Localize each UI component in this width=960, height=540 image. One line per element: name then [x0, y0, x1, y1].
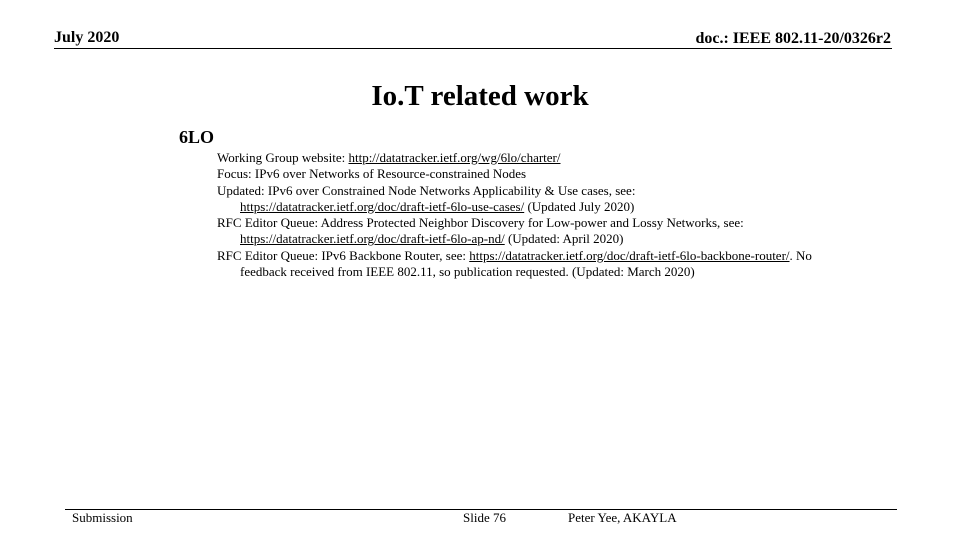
section-heading: 6LO: [179, 127, 215, 147]
bullet-text: RFC Editor Queue: IPv6 Backbone Router, see:: [217, 247, 470, 263]
bullet-text: Focus: IPv6 over Networks of Resource-constrained Nodes: [217, 166, 527, 182]
bullet-text-after: (Updated: April 2020): [504, 231, 624, 247]
bullet-item: [217, 183, 817, 216]
bullet-link[interactable]: https://datatracker.ietf.org/doc/draft-ietf-6lo-ap-nd/: [240, 231, 505, 247]
bullet-item: [217, 166, 817, 182]
footer-author: Peter Yee, AKAYLA: [568, 510, 677, 525]
bullet-text: RFC Editor Queue: Address Protected Neighbor Discovery for Low-power and Lossy Networks, see:: [217, 215, 744, 231]
slide-title: Io.T related work: [371, 80, 589, 112]
bullet-item: [217, 150, 817, 166]
bullet-text-after: (Updated July 2020): [524, 198, 635, 214]
bullet-item: [217, 215, 817, 248]
bullet-link[interactable]: http://datatracker.ietf.org/wg/6lo/charter/: [348, 150, 561, 165]
bullet-link[interactable]: https://datatracker.ietf.org/doc/draft-ietf-6lo-use-cases/: [240, 198, 525, 214]
footer-slide-number: Slide 76: [463, 510, 506, 525]
bullet-text-after: . No feedback received from IEEE 802.11, so publication requested. (Updated: March 2020): [240, 247, 812, 280]
header-doc-id: doc.: IEEE 802.11-20/0326r2: [695, 30, 891, 47]
bullet-text: Working Group website:: [217, 150, 349, 165]
header-rule: [54, 48, 892, 49]
bullet-item: [217, 248, 817, 281]
bullet-text: Updated: IPv6 over Constrained Node Networks Applicability & Use cases, see:: [217, 182, 636, 198]
header-date: July 2020: [54, 29, 120, 46]
footer-submission: Submission: [72, 510, 133, 525]
bullet-list: [217, 150, 817, 280]
bullet-link[interactable]: https://datatracker.ietf.org/doc/draft-ietf-6lo-backbone-router/: [469, 247, 790, 263]
